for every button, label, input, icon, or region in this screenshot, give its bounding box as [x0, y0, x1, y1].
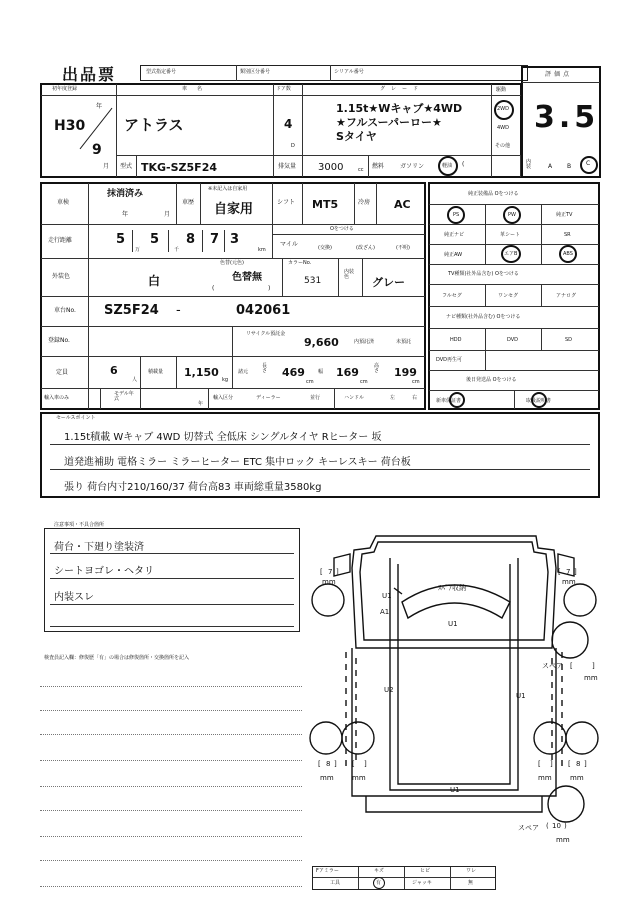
use-label: 車歴	[182, 199, 195, 206]
tire-value-rr2: 8	[576, 760, 581, 768]
drive-2wd: 2WD	[497, 106, 509, 112]
mileage-unit-sen: 千	[174, 247, 180, 253]
equipment-header: 純正装備品 Oをつける	[468, 191, 519, 197]
bed-outline	[352, 648, 556, 796]
interior-grade-c: C	[586, 160, 591, 167]
cc-value: 3000	[318, 162, 344, 173]
length-value: 469	[282, 366, 305, 379]
mark-u1-d: U1	[450, 786, 460, 794]
mark-u1-a: U1	[382, 592, 392, 600]
navi-dvd: DVD	[507, 337, 519, 343]
recycle-value: 9,660	[304, 336, 339, 349]
note-line-2: シートヨゴレ・ヘタリ	[54, 566, 154, 577]
spare-label-right: スペア	[542, 662, 563, 670]
equip-tv: 純正TV	[556, 212, 573, 218]
mark-u1-b: U1	[448, 620, 458, 628]
sales-line-3: 張り 荷台内寸210/160/37 荷台高83 車両総重量3580kg	[64, 482, 322, 493]
capacity-label: 定員	[56, 369, 69, 376]
fuel-diesel: 軽油	[442, 163, 453, 169]
mileage-unit-man: 万	[135, 247, 141, 253]
regno-label: 登録No.	[48, 337, 70, 344]
sales-point-label: セールスポイント	[56, 415, 96, 421]
tv-analog: アナログ	[556, 293, 577, 299]
width-unit: cm	[360, 379, 368, 385]
height-unit: cm	[412, 379, 420, 385]
length-unit: cm	[306, 379, 314, 385]
bracket-close-rr2: ]	[584, 760, 587, 768]
width-label: 幅	[318, 369, 324, 375]
equip-pw: PW	[508, 212, 516, 218]
insp-year-unit: 年	[122, 211, 129, 218]
legend-r4: 無	[468, 880, 474, 886]
color-no: 531	[304, 276, 322, 286]
recycle-opt-unpaid: 未預託	[396, 339, 412, 345]
tire-front-left	[312, 584, 344, 616]
bracket-open-rr: [	[538, 760, 541, 768]
spare-bottom-close: )	[564, 822, 567, 830]
color-value: 白	[148, 274, 161, 288]
equip-aw: 純正AW	[444, 252, 463, 258]
grade-label: グレード	[380, 86, 425, 92]
ret-manual: 取扱説明書	[526, 398, 552, 404]
recycle-label: リサイクル預託金	[246, 331, 286, 337]
import-type-parallel: 並行	[310, 395, 321, 401]
notes-label: 注意事項・不具合箇所	[54, 522, 105, 528]
fuel-label: 燃料	[372, 163, 385, 170]
handle-left: 左	[390, 395, 396, 401]
navi-hdd: HDD	[450, 337, 462, 343]
car-name: アトラス	[124, 116, 184, 134]
interior-grade-a: A	[548, 163, 553, 170]
navi-header: ナビ種類(社外品含む) Oをつける	[446, 314, 521, 320]
model-label: 型式	[120, 163, 133, 170]
interior-color-label: 内装色	[344, 269, 355, 280]
year-unit: 年	[96, 103, 103, 110]
dvd-label: DVD再生可	[436, 357, 463, 363]
month-unit: 月	[103, 163, 110, 170]
tire-value-rl: 8	[326, 760, 331, 768]
mark-a1: A1	[380, 608, 390, 616]
handle-label: ハンドル	[344, 395, 365, 401]
mark-u1-c: U1	[516, 692, 526, 700]
spare-unit-right: mm	[584, 674, 598, 682]
equip-airbag: エアB	[504, 251, 518, 257]
bracket-close-fr: ]	[574, 568, 577, 576]
ac-label: 冷房	[358, 199, 371, 206]
vehicle-diagram	[306, 528, 602, 862]
equip-ps: PS	[453, 212, 460, 218]
grade-line-3: Sタイヤ	[336, 130, 377, 143]
load-label: 積載量	[148, 369, 164, 375]
spare-bracket-close: ]	[592, 662, 595, 670]
legend-h3: ヒビ	[420, 868, 431, 874]
recycle-opt-paid: 内預託済	[354, 339, 375, 345]
capacity-value: 6	[110, 364, 118, 377]
import-type-label: 輸入区分	[213, 395, 234, 401]
cc-label: 排気量	[278, 163, 297, 170]
mileage-digit-5: 3	[230, 232, 240, 247]
legend-h2: キズ	[374, 868, 384, 874]
sales-line-2: 道発進補助 電格ミラー ミラーヒーター ETC 集中ロック キーレスキー 荷台板	[64, 457, 411, 468]
length-label: 長さ	[262, 363, 268, 374]
equip-sr: SR	[564, 232, 571, 238]
tire-front-right	[564, 584, 596, 616]
meta-label-2: 類別区分番号	[240, 69, 271, 75]
tire-value-fl: 7	[328, 568, 333, 576]
interior-grade-b: B	[567, 163, 572, 170]
use-value: 自家用	[214, 202, 254, 217]
spare-bracket-open: [	[570, 662, 573, 670]
ret-header: 後日発送品 Oをつける	[466, 377, 517, 383]
tv-oneseg: ワンセグ	[498, 293, 519, 299]
doors-value: 4	[284, 117, 293, 131]
reg-year: H30	[54, 118, 86, 134]
model-year-suffix: 年	[198, 401, 204, 407]
load-value: 1,150	[184, 366, 219, 379]
drive-label: 駆動	[496, 87, 507, 93]
cc-unit: cc	[358, 167, 364, 173]
import-type-dealer: ディーラー	[256, 395, 281, 401]
mileage-digit-4: 7	[210, 232, 220, 247]
sheet-title: 出品票	[62, 65, 117, 84]
drive-4wd: 4WD	[497, 125, 509, 131]
legend-r2: 有	[376, 880, 382, 886]
tire-rear-right-inner	[534, 722, 566, 754]
mile-opt-unknown: (不明)	[396, 245, 410, 251]
height-label: 高さ	[374, 363, 380, 374]
tire-rear-left-outer	[310, 722, 342, 754]
tire-spare-bottom	[548, 786, 584, 822]
mileage-unit-km: km	[258, 247, 266, 253]
inspection-label: 車検	[57, 199, 70, 206]
score-label: 評価点	[545, 71, 573, 78]
use-note: ※未記入は自家用	[208, 186, 248, 192]
spare-unit-bottom: mm	[556, 836, 570, 844]
mile-opt-exchange: (交換)	[318, 245, 332, 251]
name-label: 車名	[182, 86, 213, 92]
tv-fullseg: フルセグ	[442, 293, 462, 299]
tv-header: TV種類(社外品含む) Oをつける	[448, 271, 519, 277]
note-line-3: 内装スレ	[54, 592, 94, 603]
door-unit: D	[291, 143, 295, 149]
interior-color: グレー	[372, 276, 405, 289]
drive-other: その他	[495, 143, 511, 149]
mileage-circle-note: Oをつける	[330, 226, 354, 232]
tire-unit-rr2: mm	[570, 774, 584, 782]
tire-unit-fr: mm	[562, 578, 576, 586]
tire-value-spare: 10	[552, 822, 561, 830]
bracket-open-fr: [	[558, 568, 561, 576]
mileage-digit-3: 8	[186, 232, 196, 247]
bracket-close-rl2: ]	[364, 760, 367, 768]
tire-rear-right-outer	[566, 722, 598, 754]
handle-right: 右	[412, 395, 418, 401]
score-value: 3.5	[534, 100, 600, 135]
grade-line-1: 1.15t★Wキャブ★4WD	[336, 102, 463, 115]
vin-dash: -	[176, 303, 181, 318]
tire-unit-rl: mm	[320, 774, 334, 782]
fuel-gasoline: ガソリン	[400, 163, 425, 170]
legend-h1: Fアミラー	[316, 868, 339, 874]
color-no-label: カラーNo.	[288, 260, 312, 266]
tire-spare-right	[552, 622, 588, 658]
mile-opt-tamper: (改ざん)	[356, 245, 375, 251]
mileage-digit-1: 5	[116, 232, 126, 247]
tire-unit-rr: mm	[538, 774, 552, 782]
model-value: TKG-SZ5F24	[141, 161, 217, 174]
mileage-digit-2: 5	[150, 232, 160, 247]
color-change-value: 色替無	[232, 272, 262, 283]
color-label: 外装色	[52, 273, 71, 280]
spare-label-bottom: スペア	[518, 824, 539, 832]
inspector-label: 検査員記入欄：修復歴「有」の場合は修復箇所・交換箇所を記入	[44, 655, 190, 661]
model-year-label: モデル年式	[114, 391, 134, 402]
spare-text: ｽﾍﾟｱ収納	[438, 584, 466, 592]
bracket-close-rr: ]	[550, 760, 553, 768]
vin-prefix: SZ5F24	[104, 303, 159, 318]
sales-line-1: 1.15t積載 Wキャブ 4WD 切替式 全低床 シングルタイヤ Rヒーター 坂	[64, 432, 382, 443]
reg-label: 初年度登録	[52, 86, 78, 92]
bracket-close-rl: ]	[334, 760, 337, 768]
tire-unit-fl: mm	[322, 578, 336, 586]
legend-r1: 工具	[330, 880, 341, 886]
import-label: 輸入車のみ	[44, 395, 70, 401]
spare-bottom-open: (	[546, 822, 549, 830]
bracket-open-rl2: [	[352, 760, 355, 768]
dims-label: 諸元	[238, 369, 249, 375]
shift-label: シフト	[277, 199, 296, 206]
height-value: 199	[394, 366, 417, 379]
meta-label-3: シリアル番号	[334, 69, 364, 75]
ret-warranty: 新車保証書	[436, 398, 462, 404]
grade-line-2: ★フルスーパーロー★	[336, 116, 442, 129]
legend-r3: ジャッキ	[412, 880, 432, 886]
meta-label-1: 型式指定番号	[146, 69, 177, 75]
tire-unit-rl2: mm	[352, 774, 366, 782]
equip-navi: 純正ナビ	[444, 232, 465, 238]
legend-h4: ワレ	[466, 868, 477, 874]
bracket-open-fl: [	[320, 568, 323, 576]
vin-number: 042061	[236, 303, 291, 318]
mark-u2: U2	[384, 686, 394, 694]
shift-value: MT5	[312, 198, 339, 211]
navi-sd: SD	[565, 337, 573, 343]
bracket-close-fl: ]	[336, 568, 339, 576]
bracket-open-rr2: [	[568, 760, 571, 768]
color-change-label: 色替(元色)	[220, 260, 244, 266]
tire-value-fr: 7	[566, 568, 571, 576]
note-line-1: 荷台・下廻り塗装済	[54, 542, 144, 553]
interior-label: 内装	[526, 159, 532, 170]
door-label: ドア数	[276, 86, 291, 92]
width-value: 169	[336, 366, 359, 379]
insp-month-unit: 月	[164, 211, 171, 218]
capacity-unit: 人	[132, 377, 138, 383]
inspection-status: 抹消済み	[107, 189, 144, 199]
load-unit: kg	[222, 377, 229, 383]
bracket-open-rl: [	[318, 760, 321, 768]
ac-value: AC	[394, 198, 411, 211]
equip-leather: 革シート	[500, 232, 521, 238]
mile-label: マイル	[280, 241, 298, 248]
mileage-label: 走行距離	[48, 237, 73, 244]
reg-month: 9	[92, 142, 102, 158]
tire-rear-left-inner	[342, 722, 374, 754]
equip-abs: ABS	[563, 251, 573, 257]
vin-label: 車台No.	[54, 307, 76, 314]
